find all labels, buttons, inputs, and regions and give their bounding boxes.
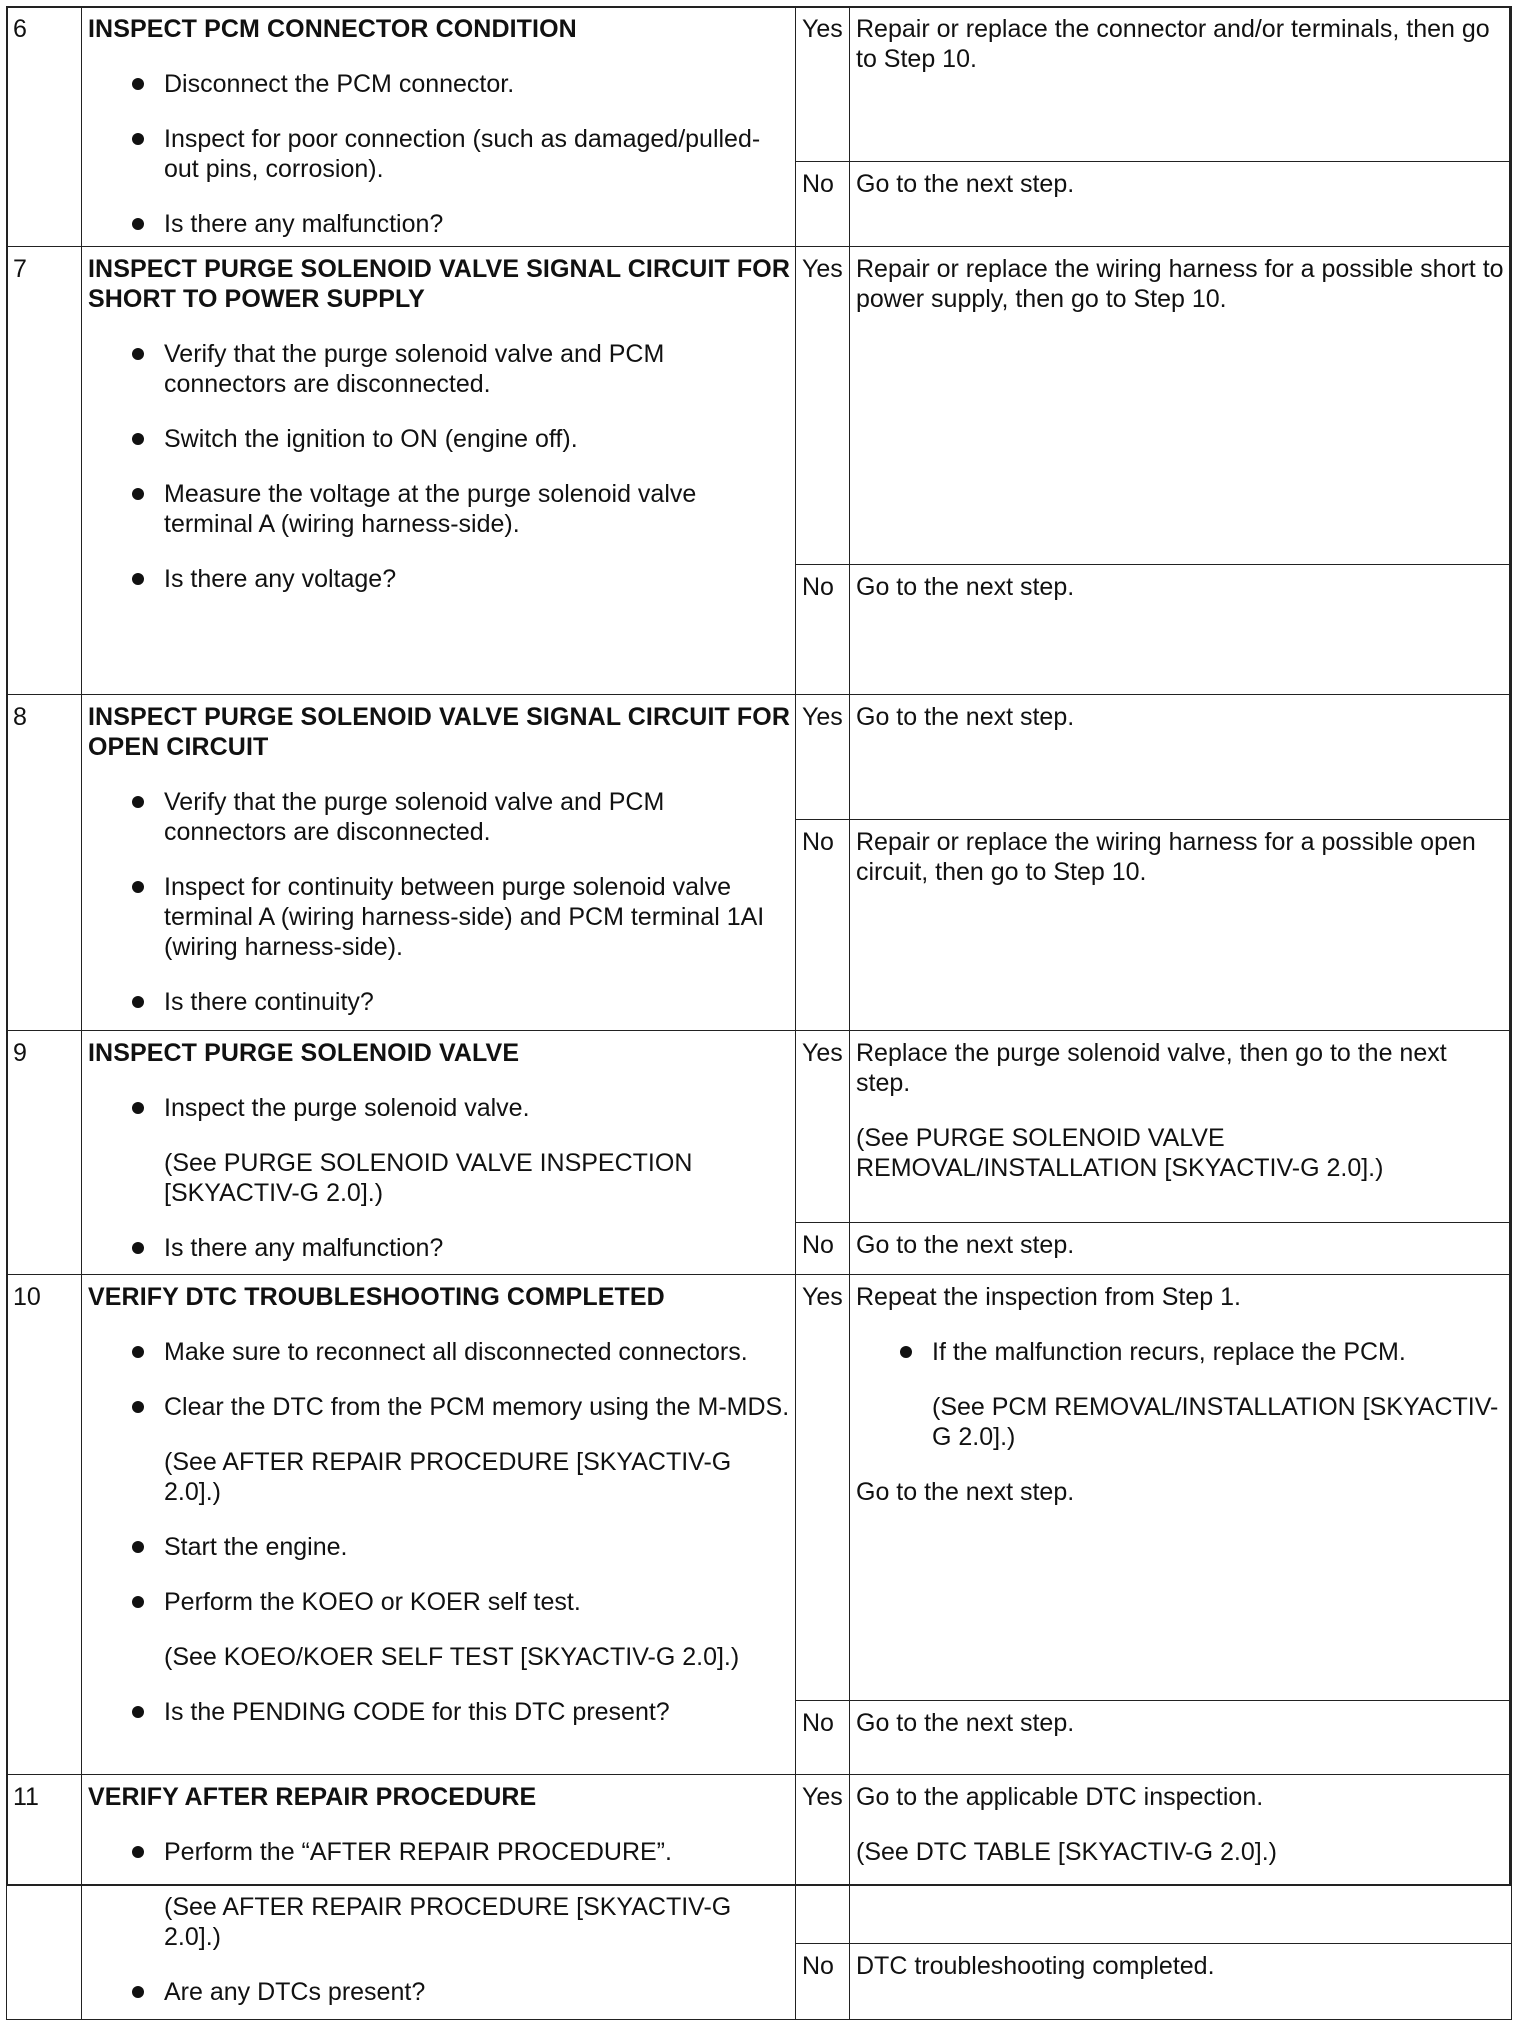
action-text: Disconnect the PCM connector. [164,70,515,98]
step-number: 10 [7,1275,82,1775]
yes-outcome-text: Replace the purge solenoid valve, then go to the next step. [856,1039,1447,1097]
no-outcome-text: Go to the next step. [856,170,1075,198]
yes-outcome-text: (See PURGE SOLENOID VALVE REMOVAL/INSTALLATION [SKYACTIV-G 2.0].) [856,1124,1384,1182]
yes-label: Yes [796,695,850,820]
action-reference-note: (See AFTER REPAIR PROCEDURE [SKYACTIV-G 2.0].) [164,1448,732,1506]
yes-outcome-bullet-text: If the malfunction recurs, replace the PCM. [932,1338,1406,1366]
no-label: No [796,1223,850,1275]
action-text: Inspect the purge solenoid valve. [164,1094,530,1122]
action-text: Make sure to reconnect all disconnected connectors. [164,1338,748,1366]
yes-outcome-text: Go to the applicable DTC inspection. [856,1783,1264,1811]
action-reference-note: (See PURGE SOLENOID VALVE INSPECTION [SKYACTIV-G 2.0].) [164,1149,693,1207]
action-text: Perform the KOEO or KOER self test. [164,1588,581,1616]
action-text: Clear the DTC from the PCM memory using the M-MDS. [164,1393,790,1421]
action-text: Inspect for poor connection (such as damaged/pulled-out pins, corrosion). [164,125,761,183]
action-text: Inspect for continuity between purge solenoid valve terminal A (wiring harness-side) and PCM terminal 1AI (wiring harness-side). [164,873,765,961]
action-text: Perform the “AFTER REPAIR PROCEDURE”. [164,1838,672,1866]
yes-label: Yes [796,247,850,565]
yes-label: Yes [796,1775,850,1944]
yes-outcome-reference-note: (See PCM REMOVAL/INSTALLATION [SKYACTIV-G 2.0].) [932,1393,1499,1451]
no-outcome-text: Repair or replace the wiring harness for a possible open circuit, then go to Step 10. [856,828,1476,886]
step-title: INSPECT PURGE SOLENOID VALVE [88,1039,520,1067]
bullet-icon [132,1986,144,1998]
step-number: 9 [7,1031,82,1275]
no-label: No [796,820,850,1031]
step-title: VERIFY AFTER REPAIR PROCEDURE [88,1783,537,1811]
no-outcome-cell [850,1944,1512,2020]
yes-outcome-text: Repair or replace the connector and/or terminals, then go to Step 10. [856,15,1490,73]
action-text: Verify that the purge solenoid valve and PCM connectors are disconnected. [164,340,665,398]
action-text: Is there continuity? [164,988,374,1016]
yes-label: Yes [796,1275,850,1701]
action-reference-note: (See AFTER REPAIR PROCEDURE [SKYACTIV-G 2.0].) [164,1893,732,1951]
action-text: Is the PENDING CODE for this DTC present? [164,1698,670,1726]
action-text: Is there any voltage? [164,565,397,593]
step-title: INSPECT PCM CONNECTOR CONDITION [88,15,577,43]
step-number: 11 [7,1775,82,2020]
no-label: No [796,565,850,695]
no-outcome-text: Go to the next step. [856,573,1075,601]
action-text: Verify that the purge solenoid valve and PCM connectors are disconnected. [164,788,665,846]
action-text: Start the engine. [164,1533,348,1561]
step-title: INSPECT PURGE SOLENOID VALVE SIGNAL CIRCUIT FOR OPEN CIRCUIT [88,703,790,761]
action-reference-note: (See KOEO/KOER SELF TEST [SKYACTIV-G 2.0].) [164,1643,740,1671]
no-label: No [796,1944,850,2020]
action-text: Measure the voltage at the purge solenoid valve terminal A (wiring harness-side). [164,480,697,538]
step-title: VERIFY DTC TROUBLESHOOTING COMPLETED [88,1283,665,1311]
action-text: Switch the ignition to ON (engine off). [164,425,578,453]
action-text: Is there any malfunction? [164,210,444,238]
step-title: INSPECT PURGE SOLENOID VALVE SIGNAL CIRCUIT FOR SHORT TO POWER SUPPLY [88,255,790,313]
yes-outcome-text: (See DTC TABLE [SKYACTIV-G 2.0].) [856,1838,1277,1866]
yes-outcome-text: Repeat the inspection from Step 1. [856,1283,1241,1311]
yes-label: Yes [796,7,850,162]
table-outer-frame [6,6,1511,1886]
no-outcome-text: Go to the next step. [856,1709,1075,1737]
yes-label: Yes [796,1031,850,1223]
step-number: 7 [7,247,82,695]
no-label: No [796,1701,850,1775]
step-number: 6 [7,7,82,247]
step-number: 8 [7,695,82,1031]
action-text: Is there any malfunction? [164,1234,444,1262]
action-text: Are any DTCs present? [164,1978,426,2006]
no-outcome-text: DTC troubleshooting completed. [856,1952,1215,1980]
no-outcome-text: Go to the next step. [856,1231,1075,1259]
yes-outcome-text: Go to the next step. [856,703,1075,731]
yes-outcome-text: Repair or replace the wiring harness for a possible short to power supply, then go to Step 10. [856,255,1504,313]
no-label: No [796,162,850,247]
yes-outcome-next-step: Go to the next step. [856,1478,1075,1506]
action-list-item [88,1977,790,2007]
